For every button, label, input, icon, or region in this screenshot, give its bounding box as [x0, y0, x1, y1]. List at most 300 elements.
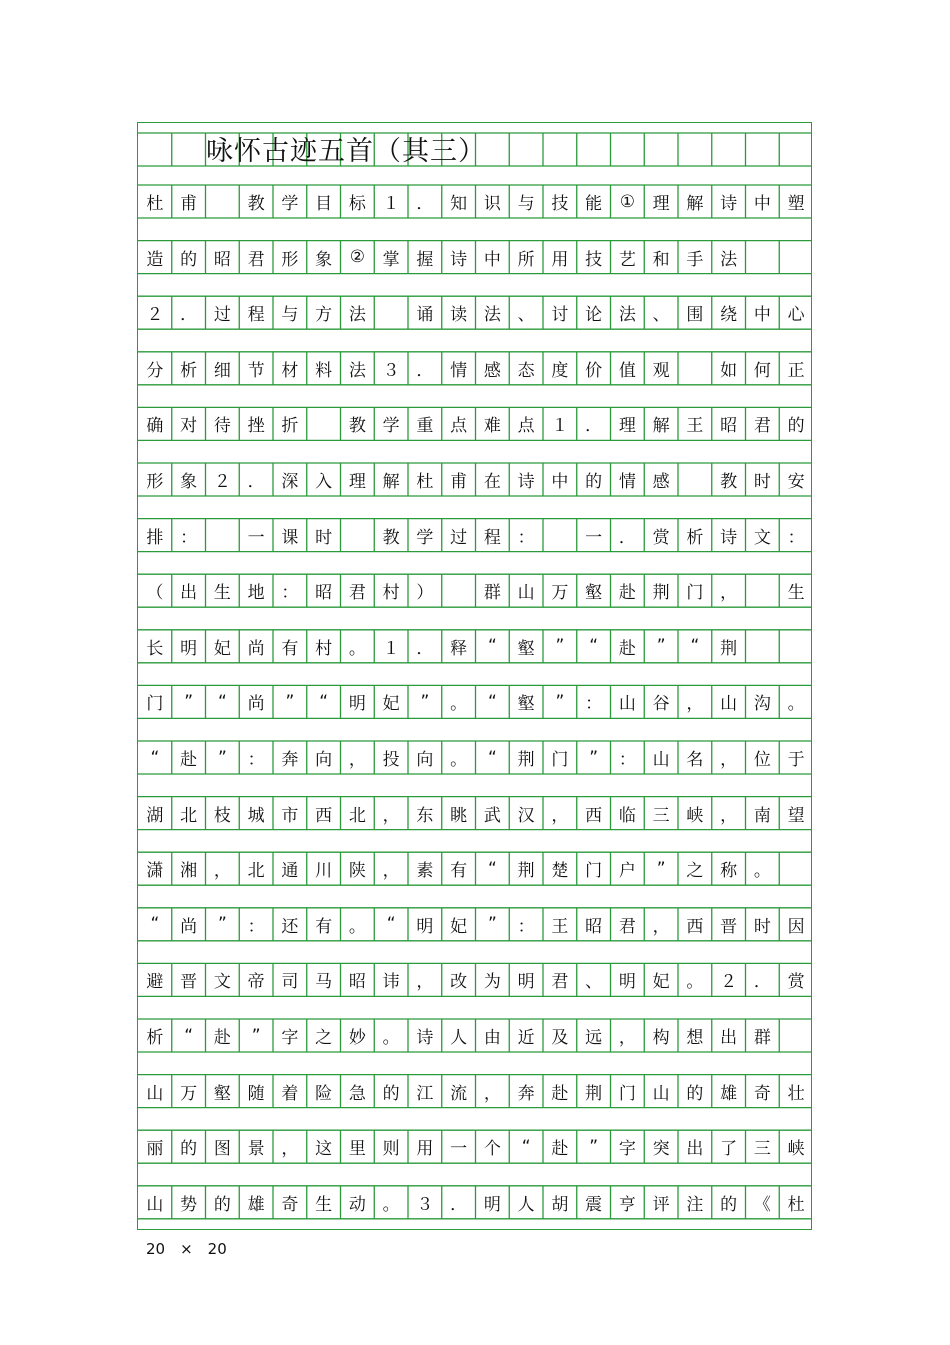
grid-cell: 知: [450, 194, 468, 214]
grid-cell: 一: [585, 527, 603, 548]
grid-cell: 出: [686, 1139, 704, 1160]
grid-cell: 了: [720, 1139, 738, 1160]
grid-cell: ，: [416, 972, 434, 993]
grid-cell: ）: [416, 583, 434, 604]
grid-cell: 如: [720, 360, 738, 381]
grid-cell: 壑: [517, 694, 535, 715]
grid-cell: ，: [281, 1139, 299, 1160]
grid-cell: 解: [382, 472, 400, 492]
grid-cell: 象: [315, 249, 333, 270]
grid-cell: [206, 185, 240, 218]
grid-cell: 。: [382, 1194, 400, 1215]
grid-cell: 地: [247, 583, 265, 604]
grid-cell: 位: [753, 750, 771, 770]
grid-cell: 节: [247, 360, 265, 381]
grid-cell: 王: [551, 916, 569, 937]
grid-cell: 、: [652, 305, 670, 326]
grid-cell: [206, 519, 240, 552]
grid-cell: 。: [348, 916, 366, 937]
grid-cell: 素: [416, 861, 434, 882]
grid-cell: 壑: [213, 1083, 231, 1104]
grid-cell: [779, 630, 813, 663]
grid-cell: 晋: [720, 916, 738, 937]
grid-cell: 技: [585, 249, 603, 270]
grid-cell: １: [382, 194, 400, 214]
grid-cell: 想: [686, 1028, 704, 1048]
grid-cell: 论: [585, 305, 603, 326]
grid-cell: （: [146, 583, 164, 604]
grid-cell: 教: [247, 194, 265, 214]
grid-cell: 形: [281, 249, 299, 270]
grid-cell: 西: [585, 805, 603, 826]
grid-cell: 赴: [618, 638, 636, 659]
grid-cell: ”: [217, 914, 227, 935]
grid-cell: “: [487, 747, 497, 768]
grid-cell: 解: [686, 194, 704, 214]
grid-cell: 情: [450, 360, 468, 381]
grid-cell: 的: [585, 472, 603, 492]
grid-cell: 确: [146, 416, 164, 437]
grid-cell: ．: [618, 527, 636, 548]
grid-cell: 还: [281, 916, 299, 937]
grid-cell: 教: [348, 416, 366, 437]
grid-cell: 程: [483, 527, 501, 548]
grid-cell: 。: [450, 694, 468, 715]
grid-cell: 壮: [787, 1083, 805, 1104]
grid-cell: 深: [281, 472, 299, 492]
grid-cell: 评: [652, 1194, 670, 1215]
grid-cell: 村: [315, 638, 333, 659]
grid-cell: ．: [416, 360, 434, 381]
grid-cell: 用: [416, 1139, 434, 1160]
grid-cell: 的: [180, 1139, 198, 1160]
grid-cell: ”: [555, 691, 565, 712]
grid-cell: ，: [618, 1028, 636, 1048]
grid-cell: 有: [450, 861, 468, 882]
grid-cell: 万: [180, 1083, 198, 1104]
grid-cell: 理: [652, 194, 670, 214]
grid-cell: 法: [618, 305, 636, 326]
grid-cell: 生: [315, 1194, 333, 1215]
grid-cell: 法: [483, 305, 501, 326]
grid-cell: ，: [720, 750, 738, 770]
grid-cell: 人: [450, 1028, 468, 1048]
grid-cell: ．: [416, 638, 434, 659]
grid-cell: 君: [618, 916, 636, 937]
grid-cell: “: [184, 1025, 194, 1046]
grid-cell: 析: [686, 527, 704, 548]
grid-cell: 王: [686, 416, 704, 437]
grid-cell: “: [150, 914, 160, 935]
grid-cell: 门: [146, 694, 164, 715]
grid-cell: 文: [213, 972, 231, 993]
grid-cell: 流: [450, 1083, 468, 1104]
grid-cell: 险: [315, 1083, 333, 1104]
grid-cell: ．: [450, 1194, 468, 1215]
grid-cell: 诗: [720, 194, 738, 214]
grid-cell: 雄: [247, 1194, 265, 1215]
grid-cell: 北: [247, 861, 265, 882]
grid-cell: 赴: [551, 1139, 569, 1160]
grid-cell: 群: [753, 1028, 771, 1048]
grid-cell: 诗: [720, 527, 738, 548]
grid-cell: 价: [585, 360, 603, 381]
grid-cell: 赴: [180, 750, 198, 770]
grid-cell: 入: [315, 472, 333, 492]
grid-cell: ：: [247, 916, 265, 937]
grid-cell: 之: [686, 861, 704, 882]
grid-cell: 震: [585, 1194, 603, 1215]
grid-cell: 峡: [686, 805, 704, 826]
grid-cell: 一: [247, 527, 265, 548]
grid-cell: 群: [483, 583, 501, 604]
grid-cell: “: [386, 914, 396, 935]
grid-cell: “: [319, 691, 329, 712]
document-title: 咏怀古迹五首（其三）: [206, 136, 486, 167]
grid-cell: 为: [483, 972, 501, 993]
grid-cell: 壑: [585, 583, 603, 604]
grid-cell: ．: [585, 416, 603, 437]
grid-cell: 川: [315, 861, 333, 882]
grid-cell: 沟: [753, 694, 771, 715]
grid-cell: 对: [180, 416, 198, 437]
grid-cell: 昭: [348, 972, 366, 993]
grid-cell: 掌: [382, 249, 400, 270]
grid-size-label: 20 × 20: [146, 1240, 227, 1258]
grid-cell: 三: [753, 1139, 771, 1160]
grid-cell: 名: [686, 750, 704, 770]
grid-cell: 君: [247, 249, 265, 270]
grid-cell: 程: [247, 305, 265, 326]
grid-cell: 。: [348, 638, 366, 659]
grid-cell: 山: [652, 1083, 670, 1104]
grid-cell: 讳: [382, 972, 400, 993]
grid-cell: [746, 574, 780, 607]
grid-cell: 材: [281, 360, 299, 381]
grid-cell: ”: [217, 747, 227, 768]
grid-cell: 市: [281, 805, 299, 826]
grid-cell: 一: [450, 1139, 468, 1160]
grid-cell: 势: [180, 1194, 198, 1215]
grid-cell: 门: [686, 583, 704, 604]
grid-cell: 时: [315, 527, 333, 548]
grid-cell: ”: [555, 636, 565, 657]
grid-cell: ．: [416, 194, 434, 214]
grid-cell: 雄: [720, 1083, 738, 1104]
grid-cell: 昭: [585, 916, 603, 937]
grid-cell: [442, 574, 476, 607]
grid-cell: 杜: [416, 472, 434, 492]
grid-cell: 胡: [551, 1194, 569, 1215]
grid-cell: 绕: [720, 305, 738, 326]
grid-cell: “: [487, 636, 497, 657]
grid-cell: 尚: [180, 916, 198, 937]
grid-cell: 陕: [348, 861, 366, 882]
grid-cell: ”: [420, 691, 430, 712]
grid-cell: 山: [146, 1194, 164, 1215]
grid-cell: 象: [180, 472, 198, 492]
grid-cell: 峡: [787, 1139, 805, 1160]
grid-cell: 湘: [180, 861, 198, 882]
grid-cell: 户: [618, 861, 636, 882]
grid-cell: 时: [753, 472, 771, 492]
grid-cell: 通: [281, 861, 299, 882]
grid-cell: 向: [416, 750, 434, 770]
grid-cell: 生: [213, 583, 231, 604]
grid-cell: 眺: [450, 805, 468, 826]
grid-cell: 妙: [348, 1028, 366, 1048]
grid-cell: 壑: [517, 638, 535, 659]
grid-cell: 南: [753, 805, 771, 826]
grid-cell: 感: [483, 360, 501, 381]
grid-cell: 赏: [652, 527, 670, 548]
grid-cell: ，: [551, 805, 569, 826]
grid-cell: [746, 241, 780, 274]
grid-cell: “: [521, 1136, 531, 1157]
grid-cell: 明: [348, 694, 366, 715]
grid-cell: 度: [551, 360, 569, 381]
grid-cell: 学: [416, 527, 434, 548]
grid-cell: 观: [652, 360, 670, 381]
grid-cell: 西: [315, 805, 333, 826]
grid-cell: 长: [146, 638, 164, 659]
grid-cell: 手: [686, 249, 704, 270]
grid-cell: 折: [281, 416, 299, 437]
grid-cell: 临: [618, 805, 636, 826]
grid-cell: “: [150, 747, 160, 768]
grid-cell: “: [217, 691, 227, 712]
grid-cell: 万: [551, 583, 569, 604]
grid-cell: 中: [483, 249, 501, 270]
grid-cell: 诗: [416, 1028, 434, 1048]
grid-cell: 湖: [146, 805, 164, 826]
grid-cell: 的: [180, 249, 198, 270]
grid-cell: 重: [416, 416, 434, 437]
grid-cell: 明: [483, 1194, 501, 1215]
grid-cell: 的: [213, 1194, 231, 1215]
grid-cell: 这: [315, 1139, 333, 1160]
grid-cell: 生: [787, 583, 805, 604]
grid-cell: 个: [483, 1139, 501, 1160]
grid-cell: 西: [686, 916, 704, 937]
grid-cell: 。: [686, 972, 704, 993]
grid-cell: 赴: [618, 583, 636, 604]
grid-cell: ”: [184, 691, 194, 712]
grid-cell: ，: [348, 750, 366, 770]
grid-cell: 围: [686, 305, 704, 326]
grid-cell: 课: [281, 527, 299, 548]
grid-cell: 待: [213, 416, 231, 437]
grid-cell: ２: [146, 305, 164, 326]
grid-cell: 挫: [247, 416, 265, 437]
grid-cell: 奔: [517, 1083, 535, 1104]
grid-cell: ．: [753, 972, 771, 993]
grid-cell: 有: [281, 638, 299, 659]
grid-cell: 过: [450, 527, 468, 548]
grid-cell: 司: [281, 972, 299, 993]
grid-cell: 诗: [450, 249, 468, 270]
grid-cell: 景: [247, 1139, 265, 1160]
grid-cell: 图: [213, 1139, 231, 1160]
grid-cell: ：: [517, 527, 535, 548]
grid-cell: 之: [315, 1028, 333, 1048]
grid-cell: 与: [517, 194, 535, 214]
grid-cell: 昭: [720, 416, 738, 437]
grid-cell: 料: [315, 360, 333, 381]
grid-cell: 明: [618, 972, 636, 993]
grid-cell: 解: [652, 416, 670, 437]
grid-cell: ３: [382, 360, 400, 381]
grid-cell: 则: [382, 1139, 400, 1160]
grid-cell: 荆: [585, 1083, 603, 1104]
grid-cell: １: [551, 416, 569, 437]
grid-cell: 东: [416, 805, 434, 826]
grid-cell: 在: [483, 472, 501, 492]
grid-cell: ，: [720, 805, 738, 826]
grid-cell: 正: [787, 360, 805, 381]
grid-cell: 过: [213, 305, 231, 326]
grid-cell: 于: [787, 750, 805, 770]
grid-cell: 北: [348, 805, 366, 826]
grid-cell: ，: [720, 583, 738, 604]
grid-cell: 近: [517, 1028, 535, 1048]
grid-cell: 汉: [517, 805, 535, 826]
grid-cell: 村: [382, 583, 400, 604]
grid-cell: [746, 630, 780, 663]
grid-cell: ：: [247, 750, 265, 770]
grid-cell: ：: [517, 916, 535, 937]
grid-cell: 赴: [551, 1083, 569, 1104]
grid-cell: 妃: [382, 694, 400, 715]
grid-cell: 山: [652, 750, 670, 770]
grid-cell: 出: [720, 1028, 738, 1048]
grid-cell: 急: [348, 1083, 366, 1104]
grid-cell: 因: [787, 916, 805, 937]
grid-cell: 楚: [551, 861, 569, 882]
grid-cell: ②: [349, 247, 365, 268]
grid-cell: 突: [652, 1139, 670, 1160]
grid-cell: 、: [517, 305, 535, 326]
grid-cell: 妃: [450, 916, 468, 937]
grid-cell: 的: [720, 1194, 738, 1215]
grid-cell: 注: [686, 1194, 704, 1215]
grid-cell: 法: [348, 360, 366, 381]
grid-cell: 所: [517, 249, 535, 270]
grid-cell: 技: [551, 194, 569, 214]
grid-cell: 明: [416, 916, 434, 937]
grid-cell: 帝: [247, 972, 265, 993]
grid-cell: 释: [450, 638, 468, 659]
grid-cell: 标: [348, 194, 366, 214]
grid-cell: ３: [416, 1194, 434, 1215]
grid-cell: 改: [450, 972, 468, 993]
grid-cell: [307, 407, 341, 440]
grid-cell: ”: [487, 914, 497, 935]
grid-cell: [374, 296, 408, 329]
grid-cell: 着: [281, 1083, 299, 1104]
grid-cell: [678, 463, 712, 496]
grid-cell: 门: [585, 861, 603, 882]
grid-cell: 教: [382, 527, 400, 548]
grid-cell: 的: [382, 1083, 400, 1104]
grid-cell: 。: [382, 1028, 400, 1048]
grid-cell: 门: [618, 1083, 636, 1104]
grid-cell: 君: [551, 972, 569, 993]
grid-cell: 甫: [180, 194, 198, 214]
grid-cell: ：: [585, 694, 603, 715]
grid-cell: 向: [315, 750, 333, 770]
grid-cell: 君: [348, 583, 366, 604]
grid-cell: 城: [247, 805, 265, 826]
grid-cell: 和: [652, 249, 670, 270]
grid-cell: 能: [585, 194, 603, 214]
manuscript-grid-sheet: [137, 122, 812, 1230]
grid-cell: 理: [348, 472, 366, 492]
grid-cell: ”: [656, 858, 666, 879]
grid-cell: “: [487, 691, 497, 712]
grid-cell: 随: [247, 1083, 265, 1104]
grid-cell: 中: [551, 472, 569, 492]
grid-cell: 避: [146, 972, 164, 993]
grid-cell: 晋: [180, 972, 198, 993]
grid-cell: 艺: [618, 249, 636, 270]
grid-cell: 武: [483, 805, 501, 826]
grid-cell: ”: [589, 1136, 599, 1157]
grid-cell: 文: [753, 527, 771, 548]
grid-cell: 昭: [213, 249, 231, 270]
grid-cell: 心: [787, 305, 805, 326]
grid-cell: 荆: [652, 583, 670, 604]
grid-cell: 学: [281, 194, 299, 214]
grid-cell: 诗: [517, 472, 535, 492]
grid-cell: ”: [589, 747, 599, 768]
grid-cell: 动: [348, 1194, 366, 1215]
grid-cell: 明: [180, 638, 198, 659]
grid-cell: １: [382, 638, 400, 659]
grid-cell: 中: [753, 305, 771, 326]
grid-cell: 的: [686, 1083, 704, 1104]
grid-cell: 谷: [652, 694, 670, 715]
grid-cell: [779, 852, 813, 885]
grid-cell: 奔: [281, 750, 299, 770]
grid-cell: 理: [618, 416, 636, 437]
grid-cell: ，: [652, 916, 670, 937]
grid-cell: 赴: [213, 1028, 231, 1048]
grid-cell: 的: [787, 416, 805, 437]
grid-cell: 与: [281, 305, 299, 326]
grid-cell: ，: [213, 861, 231, 882]
grid-cell: 值: [618, 360, 636, 381]
grid-cell: 方: [315, 305, 333, 326]
grid-cell: 、: [585, 972, 603, 993]
grid-cell: 出: [180, 583, 198, 604]
grid-cell: 。: [753, 861, 771, 882]
grid-cell: 山: [517, 583, 535, 604]
grid-cell: 学: [382, 416, 400, 437]
grid-cell: 潇: [146, 861, 164, 882]
grid-cell: 杜: [146, 194, 164, 214]
grid-cell: 杜: [787, 1194, 805, 1215]
grid-cell: ”: [656, 636, 666, 657]
grid-cell: 尚: [247, 694, 265, 715]
grid-cell: 讨: [551, 305, 569, 326]
grid-cell: 妃: [652, 972, 670, 993]
grid-cell: 山: [618, 694, 636, 715]
grid-cell: 字: [281, 1028, 299, 1048]
grid-cell: 诵: [416, 305, 434, 326]
grid-cell: 。: [450, 750, 468, 770]
grid-cell: 构: [652, 1028, 670, 1048]
